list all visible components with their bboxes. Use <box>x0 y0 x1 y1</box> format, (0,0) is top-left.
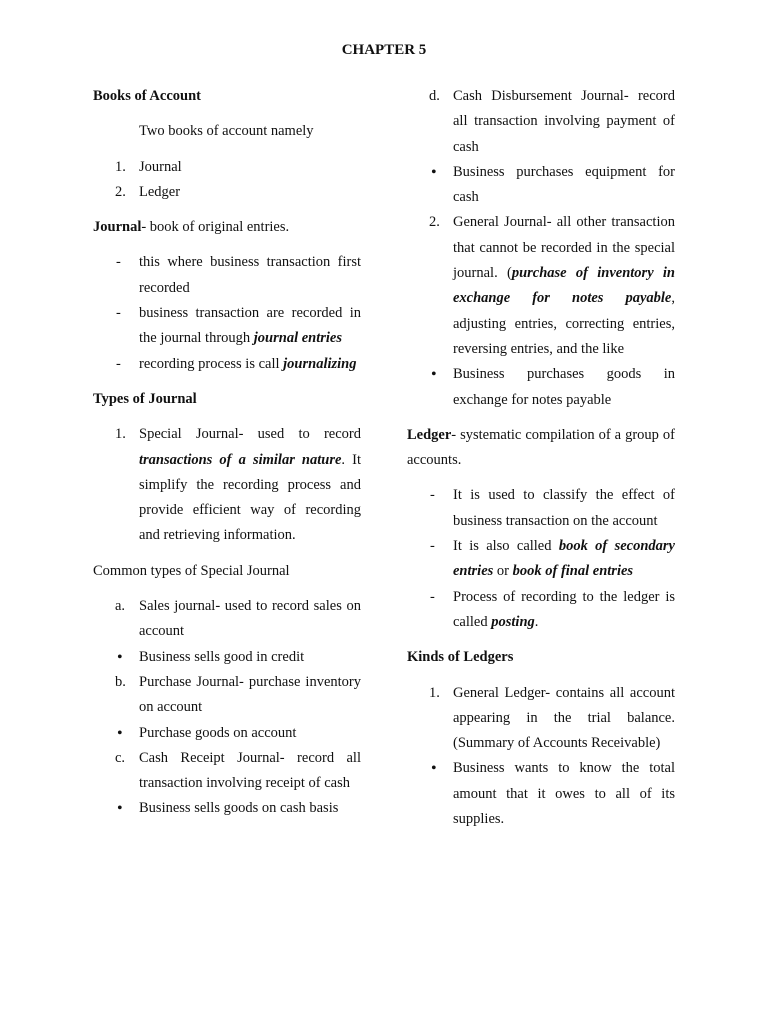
list-item <box>93 746 361 797</box>
list-item-text <box>453 210 675 362</box>
list-item <box>93 250 361 301</box>
list-item-text <box>139 301 361 352</box>
list-item-text: Cash Receipt Journal- record all transaction involving receipt of cash <box>139 749 361 792</box>
bullet-icon: • <box>431 366 437 384</box>
chapter-title: CHAPTER 5 <box>341 42 427 58</box>
text-run: General Journal- all other transaction that cannot be recorded in the special journal. ( <box>453 214 675 282</box>
list-number: 1. <box>429 684 440 701</box>
list-item-text: Business sells goods on cash basis <box>139 800 339 817</box>
list-item <box>407 210 675 362</box>
list-item <box>407 84 675 160</box>
kinds-list <box>407 681 675 833</box>
dash-marker: - <box>116 254 121 271</box>
list-item <box>407 160 675 211</box>
list-item-text: Sales journal- used to record sales on account <box>139 598 361 640</box>
special-types-list <box>93 594 361 822</box>
emphasis-text: purchase of inventory in exchange for notes payable <box>453 265 675 307</box>
list-item <box>407 756 675 832</box>
list-item <box>93 180 361 205</box>
common-types-heading: Common types of Special Journal <box>93 562 290 579</box>
list-item-text: Ledger <box>139 183 181 200</box>
list-item <box>407 362 675 413</box>
bullet-icon: • <box>431 163 437 181</box>
dash-marker: - <box>116 305 121 322</box>
dash-marker: - <box>430 588 435 605</box>
special-types-continued <box>407 84 675 413</box>
bullet-icon: • <box>117 724 123 742</box>
list-item <box>93 721 361 746</box>
right-column <box>407 84 675 842</box>
left-column <box>93 84 361 832</box>
list-number: 1. <box>115 158 126 175</box>
list-item <box>93 352 361 377</box>
list-item-text: Business sells good in credit <box>139 648 305 665</box>
journal-term: Journal <box>93 219 142 236</box>
list-item-text: Business wants to know the total amount that it owes to all of its supplies. <box>453 760 675 828</box>
text-run: or <box>493 563 513 580</box>
emphasis-text: journal entries <box>253 330 343 347</box>
list-item <box>407 585 675 636</box>
list-item-text <box>453 534 675 585</box>
dash-marker: - <box>116 355 121 372</box>
list-item-text <box>139 352 361 377</box>
text-run: business transaction are recorded in the journal through <box>139 305 361 347</box>
list-item <box>93 422 361 548</box>
emphasis-text: book of final entries <box>512 563 634 580</box>
list-item-text: General Ledger- contains all account appearing in the trial balance. (Summary of Accounts Receivable) <box>453 684 675 752</box>
list-number: 2. <box>115 183 126 200</box>
emphasis-text: transactions of a similar nature <box>139 451 342 468</box>
emphasis-text: book of secondary entries <box>453 538 675 580</box>
emphasis-text: posting <box>491 613 535 630</box>
ledger-def-text: - systematic compilation of a group of accounts. <box>407 426 675 469</box>
list-item <box>93 796 361 821</box>
list-item-text: Business purchases equipment for cash <box>453 163 675 206</box>
text-run: Special Journal- used to record <box>139 426 361 443</box>
text-run: , adjusting entries, correcting entries, reversing entries, and the like <box>453 290 675 357</box>
list-item <box>93 645 361 670</box>
text-run: It is also called <box>453 538 559 555</box>
bullet-icon: • <box>117 648 123 666</box>
list-item-text: It is used to classify the effect of business transaction on the account <box>453 487 675 529</box>
types-of-journal-heading: Types of Journal <box>93 390 197 407</box>
list-item-text <box>453 585 675 636</box>
ledger-term: Ledger <box>407 426 452 443</box>
list-item-text: Business purchases goods in exchange for notes payable <box>453 366 675 408</box>
list-item <box>93 301 361 352</box>
dash-marker: - <box>430 538 435 555</box>
books-list <box>93 155 361 206</box>
types-list <box>93 422 361 548</box>
list-letter: b. <box>115 673 126 690</box>
list-item-text: Purchase goods on account <box>139 724 297 741</box>
list-number: 1. <box>115 426 126 443</box>
list-item <box>407 534 675 585</box>
bullet-icon: • <box>117 800 123 818</box>
list-item-text: Cash Disbursement Journal- record all transaction involving payment of cash <box>453 88 675 155</box>
journal-definition <box>93 215 361 240</box>
journal-points <box>93 250 361 376</box>
list-item <box>407 483 675 534</box>
kinds-of-ledgers-heading: Kinds of Ledgers <box>407 649 514 666</box>
list-number: 2. <box>429 214 440 231</box>
list-letter: d. <box>429 88 440 104</box>
list-item <box>407 681 675 757</box>
list-item <box>93 155 361 180</box>
ledger-definition <box>407 423 675 474</box>
emphasis-text: journalizing <box>283 355 357 372</box>
list-item <box>93 594 361 645</box>
text-run: . <box>534 613 539 630</box>
list-item <box>93 670 361 721</box>
dash-marker: - <box>430 487 435 504</box>
books-of-account-heading: Books of Account <box>93 88 201 104</box>
list-letter: c. <box>115 749 126 766</box>
list-letter: a. <box>115 598 126 615</box>
text-run: recording process is call <box>139 355 284 372</box>
bullet-icon: • <box>431 760 437 778</box>
list-item-text: Journal <box>139 158 182 175</box>
books-intro: Two books of account namely <box>139 123 314 140</box>
text-run: Process of recording to the ledger is called <box>453 588 675 630</box>
ledger-points <box>407 483 675 635</box>
list-item-text <box>139 422 361 548</box>
text-run: . It simplify the recording process and provide efficient way of recording and retrieving information. <box>139 451 361 544</box>
list-item-text: this where business transaction first recorded <box>139 254 361 296</box>
list-item-text: Purchase Journal- purchase inventory on account <box>139 673 361 716</box>
journal-def-text: - book of original entries. <box>141 219 290 236</box>
